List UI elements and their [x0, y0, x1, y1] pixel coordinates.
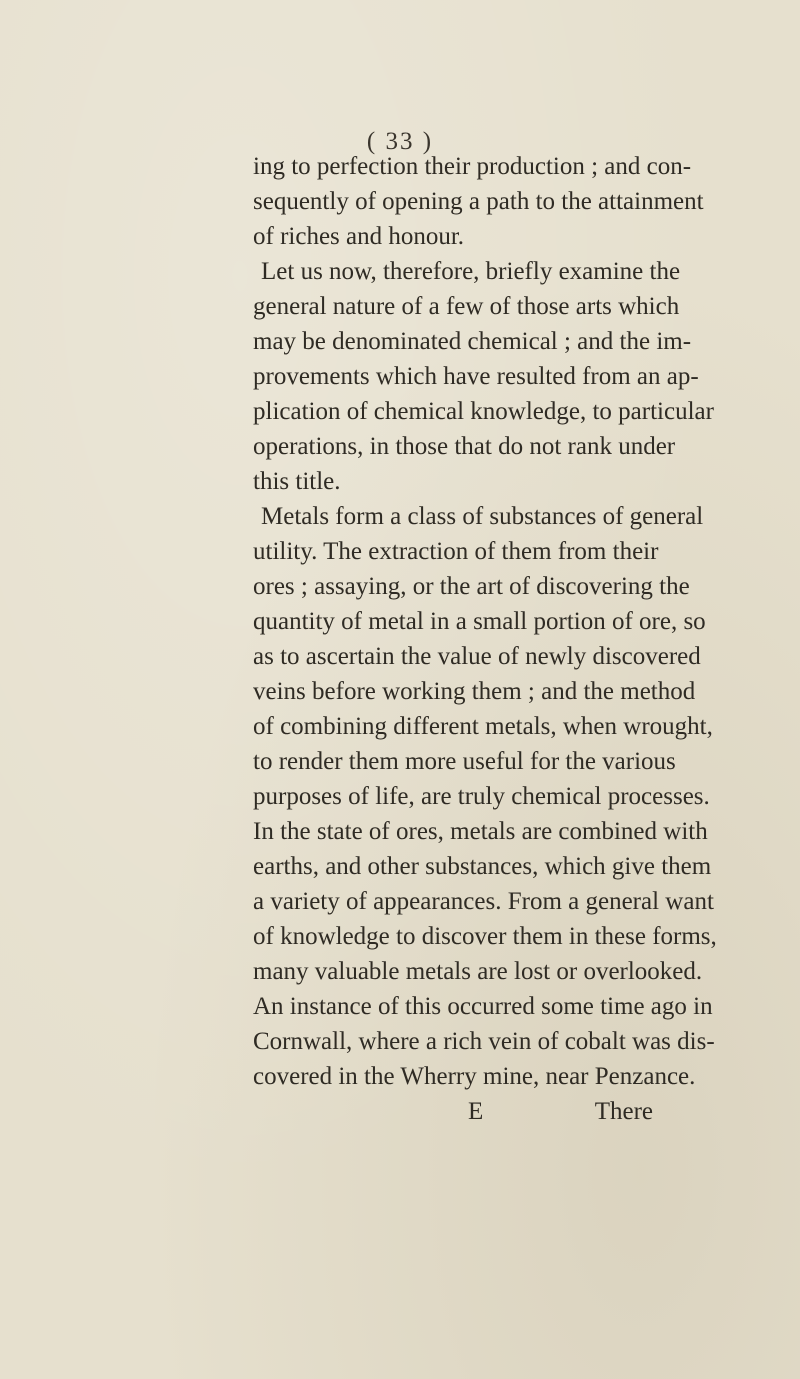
- text-line: provements which have resulted from an ap-: [253, 363, 699, 390]
- text-line: plication of chemical knowledge, to particular: [253, 398, 714, 425]
- text-line: Let us now, therefore, briefly examine the: [261, 258, 681, 285]
- text-line: operations, in those that do not rank under: [253, 433, 676, 460]
- text-line: covered in the Wherry mine, near Penzance.: [253, 1063, 696, 1090]
- text-line: of knowledge to discover them in these forms,: [253, 923, 717, 950]
- text-line: this title.: [253, 468, 341, 495]
- text-line: of riches and honour.: [253, 223, 465, 250]
- body-text: [253, 149, 717, 1129]
- text-line: quantity of metal in a small portion of ore, so: [253, 608, 706, 635]
- text-line: a variety of appearances. From a general want: [253, 888, 714, 915]
- catchline: [253, 1094, 653, 1129]
- text-line: sequently of opening a path to the attainment: [253, 188, 704, 215]
- signature-mark: E: [468, 1098, 484, 1125]
- page-number: ( 33 ): [366, 128, 434, 155]
- text-line: many valuable metals are lost or overlooked.: [253, 958, 703, 985]
- text-line: utility. The extraction of them from their: [253, 538, 659, 565]
- text-line: In the state of ores, metals are combined with: [253, 818, 708, 845]
- text-line: of combining different metals, when wrought,: [253, 713, 713, 740]
- text-line: Cornwall, where a rich vein of cobalt was dis-: [253, 1028, 715, 1055]
- text-line: may be denominated chemical ; and the im-: [253, 328, 692, 355]
- catchword: There: [594, 1098, 653, 1125]
- text-line: as to ascertain the value of newly discovered: [253, 643, 701, 670]
- text-line: ores ; assaying, or the art of discovering the: [253, 573, 690, 600]
- text-line: general nature of a few of those arts which: [253, 293, 680, 320]
- text-line: ing to perfection their production ; and con-: [253, 153, 692, 180]
- text-line: earths, and other substances, which give them: [253, 853, 712, 880]
- text-line: veins before working them ; and the method: [253, 678, 696, 705]
- text-line: to render them more useful for the various: [253, 748, 676, 775]
- text-line: Metals form a class of substances of general: [261, 503, 704, 530]
- text-line: An instance of this occurred some time ago in: [253, 993, 713, 1020]
- text-line: purposes of life, are truly chemical processes.: [253, 783, 710, 810]
